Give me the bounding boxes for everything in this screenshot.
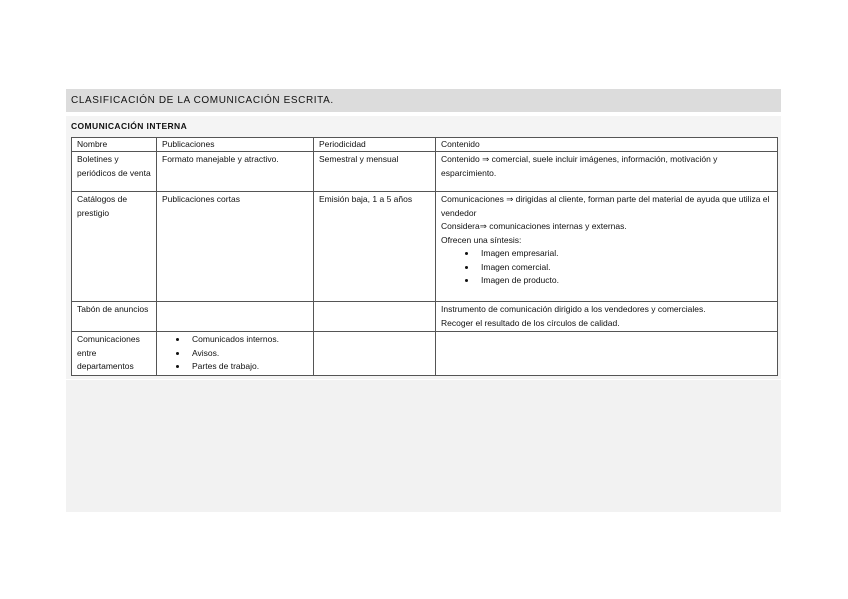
contenido-line: Ofrecen una síntesis: bbox=[441, 234, 522, 245]
list-item: • Imagen comercial. bbox=[477, 261, 772, 275]
cell-nombre: Comunicaciones entre departamentos bbox=[72, 332, 157, 376]
cell-nombre: Catálogos de prestigio bbox=[72, 192, 157, 302]
cell-publicaciones bbox=[157, 302, 314, 332]
header-publicaciones: Publicaciones bbox=[157, 138, 314, 152]
contenido-line: Considera⇒ comunicaciones internas y externas. bbox=[441, 221, 627, 231]
header-contenido: Contenido bbox=[436, 138, 778, 152]
cell-contenido bbox=[436, 192, 778, 302]
contenido-line: Recoger el resultado de los círculos de calidad. bbox=[441, 317, 620, 328]
page-heading: CLASIFICACIÓN DE LA COMUNICACIÓN ESCRITA. bbox=[66, 89, 781, 112]
cell-contenido bbox=[436, 332, 778, 376]
cell-nombre: Boletines y periódicos de venta bbox=[72, 152, 157, 192]
list-item: • Avisos. bbox=[188, 347, 308, 361]
cell-periodicidad bbox=[314, 302, 436, 332]
cell-contenido bbox=[436, 152, 778, 192]
cell-publicaciones: Formato manejable y atractivo. bbox=[157, 152, 314, 192]
cell-contenido bbox=[436, 302, 778, 332]
cell-periodicidad bbox=[314, 332, 436, 376]
contenido-line: Contenido ⇒ comercial, suele incluir imágenes, información, motivación y esparcimiento. bbox=[441, 154, 718, 178]
section-label: COMUNICACIÓN INTERNA bbox=[71, 121, 188, 131]
publicaciones-list bbox=[162, 333, 308, 374]
cell-periodicidad: Semestral y mensual bbox=[314, 152, 436, 192]
table-row bbox=[72, 332, 778, 376]
header-periodicidad: Periodicidad bbox=[314, 138, 436, 152]
table-header-row bbox=[72, 138, 778, 152]
table-row bbox=[72, 152, 778, 192]
cell-periodicidad: Emisión baja, 1 a 5 años bbox=[314, 192, 436, 302]
list-item: • Partes de trabajo. bbox=[188, 360, 308, 374]
cell-publicaciones: Publicaciones cortas bbox=[157, 192, 314, 302]
classification-table bbox=[71, 137, 778, 376]
cell-publicaciones bbox=[157, 332, 314, 376]
contenido-line: Instrumento de comunicación dirigido a los vendedores y comerciales. bbox=[441, 304, 706, 314]
synthesis-list bbox=[441, 247, 772, 288]
header-nombre: Nombre bbox=[72, 138, 157, 152]
table-row bbox=[72, 192, 778, 302]
list-item: • Comunicados internos. bbox=[188, 333, 308, 347]
cell-nombre: Tabón de anuncios bbox=[72, 302, 157, 332]
list-item: • Imagen de producto. bbox=[477, 274, 772, 288]
contenido-line: Comunicaciones ⇒ dirigidas al cliente, forman parte del material de ayuda que utiliza el vendedor bbox=[441, 194, 770, 218]
lower-background bbox=[66, 380, 781, 512]
list-item: • Imagen empresarial. bbox=[477, 247, 772, 261]
table-row bbox=[72, 302, 778, 332]
